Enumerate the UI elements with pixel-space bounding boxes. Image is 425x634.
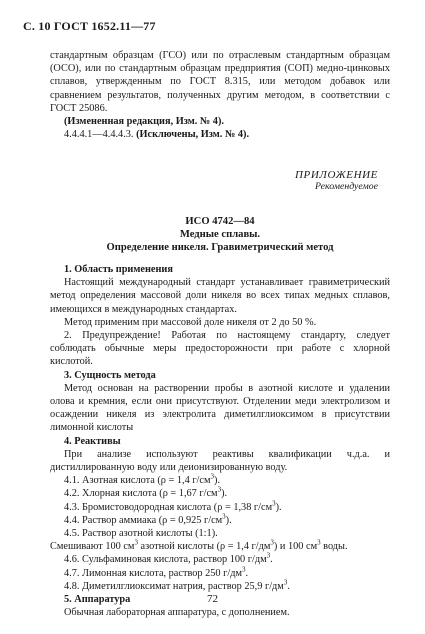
intro-block	[50, 49, 390, 141]
punct: .	[245, 567, 249, 579]
punct: .	[270, 554, 273, 566]
section-5-title: 5. Аппаратура	[64, 594, 131, 606]
amendment-note: (Измененная редакция, Изм. № 4).	[64, 116, 224, 128]
superscript: 3	[210, 472, 215, 481]
reagent-4-7-text: 4.7. Лимонная кислота, раствор 250 г/дм	[64, 567, 242, 579]
standard-number: ИСО 4742—84	[185, 216, 255, 227]
standard-subject: Медные сплавы.	[179, 229, 261, 241]
note-part: ) и 100 см	[273, 541, 318, 553]
intro-paragraph: стандартным образцам (ГСО) или по отраслевым стандартным образцам (ОСО), или по стандартным образцам предприятия (СОП) медно-цинковых сплавов, утвержденным по ГОСТ 8.315, или методом добавок или сравнением результатов, полученных другим методом, в соответствии с ГОСТ 25086.	[50, 50, 390, 114]
excluded-text: (Исключены, Изм. № 4).	[136, 129, 250, 141]
reagent-4-4	[50, 514, 390, 527]
page-number: 72	[207, 593, 218, 605]
reagent-4-3	[50, 501, 390, 514]
reagent-4-5-note	[50, 540, 390, 553]
standard-title-block	[50, 215, 390, 255]
reagent-4-8	[50, 580, 390, 593]
punct: ).	[225, 514, 232, 526]
section-4-title: 4. Реактивы	[64, 435, 121, 447]
superscript: 3	[266, 552, 271, 561]
superscript: 3	[217, 486, 222, 495]
punct: .	[287, 580, 290, 592]
reagent-4-1-text: 4.1. Азотная кислота (ρ = 1,4 г/см	[64, 475, 211, 487]
section-1-title: 1. Область применения	[64, 264, 173, 275]
superscript: 3	[283, 578, 288, 587]
punct: ).	[275, 501, 282, 513]
note-part: воды.	[320, 541, 348, 553]
section-1-range: Метод применим при массовой доле никеля от 2 до 50 %.	[64, 316, 317, 328]
standard-method: Определение никеля. Гравиметрический метод	[106, 242, 334, 254]
reagent-4-2	[50, 487, 390, 500]
appendix-label	[295, 169, 378, 192]
reagent-4-4-text: 4.4. Раствор аммиака (ρ = 0,925 г/см	[64, 514, 223, 526]
appendix-heading: ПРИЛОЖЕНИЕ	[295, 169, 378, 181]
section-5-paragraph: Обычная лабораторная аппаратура, с дополнением.	[64, 607, 290, 619]
reagent-4-7	[50, 567, 390, 580]
punct: ).	[214, 475, 221, 487]
excluded-note	[50, 128, 390, 141]
superscript: 3	[241, 565, 246, 574]
running-header: С. 10 ГОСТ 1652.11—77	[23, 19, 156, 33]
superscript: 3	[134, 538, 138, 547]
appendix-status: Рекомендуемое	[315, 181, 378, 192]
superscript: 3	[270, 538, 274, 547]
reagent-4-2-text: 4.2. Хлорная кислота (ρ = 1,67 г/см	[64, 488, 218, 500]
reagent-4-6-text: 4.6. Сульфаминовая кислота, раствор 100 г/дм	[64, 554, 267, 566]
punct: ).	[221, 488, 228, 500]
section-2-warning: 2. Предупреждение! Работая по настоящему стандарту, следует соблюдать обычные меры предосторожности при работе с хлорной кислотой.	[50, 330, 390, 368]
superscript: 3	[272, 499, 276, 508]
reagent-4-6	[50, 553, 390, 566]
main-text	[50, 263, 390, 619]
note-part: Смешивают 100 см	[50, 541, 135, 553]
superscript: 3	[317, 538, 321, 547]
excluded-clauses: 4.4.4.1—4.4.4.3.	[64, 129, 134, 141]
note-part: азотной кислоты (ρ = 1,4 г/дм	[137, 541, 271, 553]
reagent-4-3-text: 4.3. Бромистоводородная кислота (ρ = 1,38 г/см	[64, 501, 273, 513]
reagent-4-5: 4.5. Раствор азотной кислоты (1:1).	[64, 528, 218, 540]
section-3-title: 3. Сущность метода	[64, 369, 156, 381]
superscript: 3	[222, 512, 226, 521]
section-1-paragraph: Настоящий международный стандарт устанавливает гравиметрический метод определения массовой доли никеля во всех типах медных сплавов, имеющихся в международных стандартах.	[50, 277, 390, 315]
reagent-4-8-text: 4.8. Диметилглиоксимат натрия, раствор 25,9 г/дм	[64, 580, 284, 592]
section-4-paragraph: При анализе используют реактивы квалификации ч.д.а. и дистиллированную воду или деионизированную воду.	[50, 448, 390, 474]
section-3-paragraph: Метод основан на растворении пробы в азотной кислоте и удалении олова и кремния, если они присутствуют. Отделении меди электролизом и осаждении никеля из электролита диметилглиоксимом в присутствии лимонной кислоты	[50, 382, 390, 434]
